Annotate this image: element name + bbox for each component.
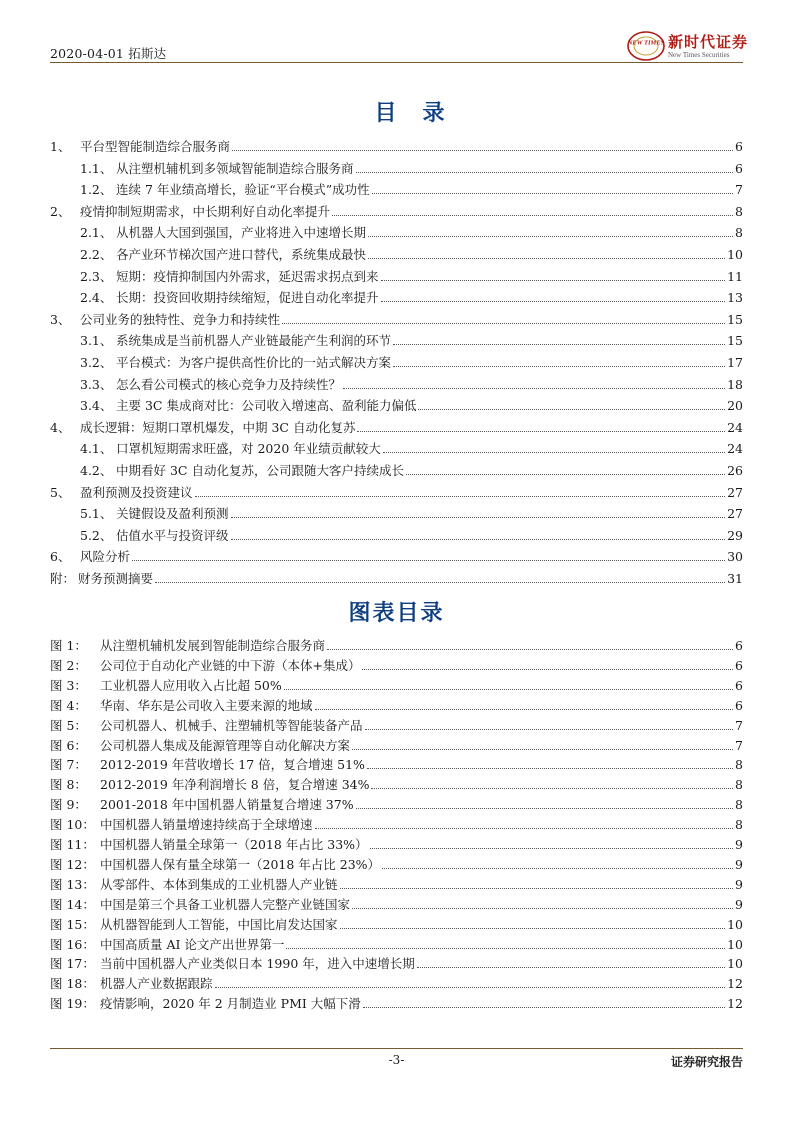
entry-title: 系统集成是当前机器人产业链最能产生利润的环节 bbox=[116, 333, 392, 349]
figure-entry[interactable] bbox=[50, 950, 743, 971]
figure-entry[interactable] bbox=[50, 751, 743, 772]
entry-page: 9 bbox=[735, 837, 743, 852]
entry-page: 7 bbox=[735, 737, 743, 753]
dot-leader bbox=[368, 236, 733, 237]
toc-entry[interactable] bbox=[50, 306, 743, 327]
toc-entry[interactable] bbox=[80, 155, 743, 176]
entry-title: 机器人产业数据跟踪 bbox=[100, 976, 213, 992]
entry-page: 6 bbox=[735, 677, 743, 693]
entry-page: 26 bbox=[727, 463, 743, 478]
entry-page: 7 bbox=[735, 717, 743, 733]
toc-entry[interactable] bbox=[80, 435, 743, 456]
dot-leader bbox=[367, 768, 733, 769]
entry-page: 27 bbox=[727, 484, 743, 500]
entry-page: 12 bbox=[727, 996, 743, 1012]
entry-title: 成长逻辑：短期口罩机爆发，中期 3C 自动化复苏 bbox=[80, 419, 356, 435]
dot-leader bbox=[393, 344, 725, 345]
entry-number: 图 10： bbox=[50, 817, 95, 833]
entry-page: 11 bbox=[727, 268, 743, 284]
figure-entry[interactable] bbox=[50, 632, 743, 653]
new-times-logo-icon bbox=[626, 30, 666, 62]
entry-number: 图 17： bbox=[50, 956, 95, 972]
entry-title: 短期：疫情抑制国内外需求，延迟需求拐点到来 bbox=[116, 268, 379, 284]
toc-entry[interactable] bbox=[80, 392, 743, 413]
entry-title: 公司机器人集成及能源管理等自动化解决方案 bbox=[100, 737, 351, 753]
dot-leader bbox=[352, 749, 733, 750]
entry-title: 公司位于自动化产业链的中下游（本体+集成） bbox=[100, 657, 361, 673]
entry-number: 图 11： bbox=[50, 837, 95, 852]
entry-title: 工业机器人应用收入占比超 50% bbox=[100, 677, 282, 693]
toc-entry[interactable] bbox=[80, 241, 743, 262]
entry-number: 图 1： bbox=[50, 638, 87, 653]
entry-number: 2、 bbox=[50, 203, 71, 219]
entry-page: 6 bbox=[735, 160, 743, 176]
toc-entry[interactable] bbox=[80, 327, 743, 348]
toc-entry[interactable] bbox=[80, 263, 743, 284]
dot-leader bbox=[340, 928, 726, 929]
toc-entry[interactable] bbox=[80, 284, 743, 305]
dot-leader bbox=[365, 729, 734, 730]
figure-entry[interactable] bbox=[50, 771, 743, 792]
entry-page: 15 bbox=[727, 333, 743, 349]
entry-title: 中国高质量 AI 论文产出世界第一 bbox=[100, 936, 285, 952]
entry-page: 9 bbox=[735, 876, 743, 892]
toc-entry[interactable] bbox=[80, 219, 743, 240]
entry-number: 2.3、 bbox=[80, 268, 113, 284]
entry-number: 图 6： bbox=[50, 737, 87, 753]
entry-number: 图 12： bbox=[50, 856, 95, 872]
dot-leader bbox=[381, 280, 726, 281]
entry-title: 平台型智能制造综合服务商 bbox=[80, 139, 231, 154]
entry-page: 9 bbox=[735, 856, 743, 872]
entry-number: 图 19： bbox=[50, 996, 95, 1012]
entry-number: 图 9： bbox=[50, 797, 87, 813]
entry-title: 疫情抑制短期需求，中长期利好自动化率提升 bbox=[80, 203, 331, 219]
entry-title: 长期：投资回收期持续缩短，促进自动化率提升 bbox=[116, 290, 379, 306]
entry-title: 公司机器人、机械手、注塑辅机等智能装备产品 bbox=[100, 717, 363, 733]
entry-number: 图 18： bbox=[50, 976, 95, 992]
dot-leader bbox=[417, 967, 725, 968]
entry-title: 从零部件、本体到集成的工业机器人产业链 bbox=[100, 876, 338, 892]
dot-leader bbox=[352, 908, 733, 909]
dot-leader bbox=[372, 193, 733, 194]
dot-leader bbox=[362, 669, 733, 670]
dot-leader bbox=[132, 560, 725, 561]
entry-page: 13 bbox=[727, 290, 743, 306]
entry-title: 怎么看公司模式的核心竞争力及持续性？ bbox=[116, 376, 342, 392]
entry-page: 30 bbox=[727, 549, 743, 565]
entry-page: 24 bbox=[727, 441, 743, 457]
entry-page: 10 bbox=[727, 936, 743, 952]
entry-title: 中国机器人保有量全球第一（2018 年占比 23%） bbox=[100, 856, 381, 872]
dot-leader bbox=[286, 948, 725, 949]
toc-entry[interactable] bbox=[50, 414, 743, 435]
entry-page: 8 bbox=[735, 225, 743, 241]
dot-leader bbox=[368, 258, 725, 259]
entry-page: 29 bbox=[727, 527, 743, 543]
entry-page: 15 bbox=[727, 311, 743, 327]
entry-number: 3.2、 bbox=[80, 355, 113, 370]
entry-page: 31 bbox=[727, 571, 743, 586]
dot-leader bbox=[231, 539, 726, 540]
entry-title: 中国机器人销量全球第一（2018 年占比 33%） bbox=[100, 837, 368, 852]
entry-title: 连续 7 年业绩高增长，验证“平台模式”成功性 bbox=[116, 182, 370, 198]
entry-title: 财务预测摘要 bbox=[78, 571, 154, 586]
entry-number: 2.4、 bbox=[80, 290, 113, 306]
entry-title: 中国机器人销量增速持续高于全球增速 bbox=[100, 817, 313, 833]
entry-number: 2.1、 bbox=[80, 225, 113, 241]
toc-entry[interactable] bbox=[50, 543, 743, 564]
entry-page: 8 bbox=[735, 777, 743, 793]
figure-entry[interactable] bbox=[50, 970, 743, 991]
entry-page: 8 bbox=[735, 203, 743, 219]
figure-list-title: 图表目录 bbox=[348, 601, 445, 626]
entry-page: 6 bbox=[735, 638, 743, 653]
toc-title: 目录 bbox=[374, 101, 471, 126]
figure-entry[interactable] bbox=[50, 831, 743, 852]
figure-entry[interactable] bbox=[50, 871, 743, 892]
entry-title: 2012-2019 年净利润增长 8 倍，复合增速 34% bbox=[100, 777, 370, 793]
entry-page: 7 bbox=[735, 182, 743, 198]
entry-number: 图 2： bbox=[50, 657, 87, 673]
entry-page: 6 bbox=[735, 139, 743, 154]
figure-entry[interactable] bbox=[50, 791, 743, 812]
brand-name-cn: 新时代证券 bbox=[668, 33, 749, 51]
entry-number: 图 14： bbox=[50, 896, 95, 912]
figure-entry[interactable] bbox=[50, 712, 743, 733]
entry-page: 24 bbox=[727, 419, 743, 435]
figure-entry[interactable] bbox=[50, 652, 743, 673]
entry-title: 中期看好 3C 自动化复苏，公司跟随大客户持续成长 bbox=[116, 463, 404, 478]
dot-leader bbox=[370, 848, 734, 849]
entry-number: 3.1、 bbox=[80, 333, 113, 349]
entry-title: 华南、华东是公司收入主要来源的地域 bbox=[100, 697, 313, 713]
entry-title: 盈利预测及投资建议 bbox=[80, 484, 193, 500]
toc-entry[interactable] bbox=[80, 500, 743, 521]
entry-number: 附： bbox=[50, 571, 76, 586]
entry-page: 8 bbox=[735, 757, 743, 773]
dot-leader bbox=[282, 323, 725, 324]
entry-title: 主要 3C 集成商对比：公司收入增速高、盈利能力偏低 bbox=[116, 398, 417, 414]
entry-number: 4、 bbox=[50, 419, 71, 435]
figure-entry[interactable] bbox=[50, 811, 743, 832]
dot-leader bbox=[284, 689, 733, 690]
entry-title: 口罩机短期需求旺盛，对 2020 年业绩贡献较大 bbox=[116, 441, 381, 457]
entry-title: 各产业环节梯次国产进口替代，系统集成最快 bbox=[116, 247, 367, 262]
entry-page: 8 bbox=[735, 817, 743, 833]
header-date-company: 2020-04-01 拓斯达 bbox=[50, 46, 167, 61]
dot-leader bbox=[356, 808, 733, 809]
toc-entry[interactable] bbox=[50, 133, 743, 154]
dot-leader bbox=[232, 150, 733, 151]
entry-number: 3.3、 bbox=[80, 376, 113, 392]
dot-leader bbox=[356, 172, 734, 173]
toc-entry[interactable] bbox=[50, 198, 743, 219]
entry-page: 12 bbox=[727, 976, 743, 992]
entry-page: 10 bbox=[727, 916, 743, 932]
entry-title: 2012-2019 年营收增长 17 倍，复合增速 51% bbox=[100, 757, 365, 773]
entry-page: 20 bbox=[727, 398, 743, 414]
entry-number: 图 4： bbox=[50, 697, 87, 713]
dot-leader bbox=[343, 388, 725, 389]
entry-title: 从注塑机辅机到多领域智能制造综合服务商 bbox=[116, 160, 354, 176]
entry-title: 公司业务的独特性、竞争力和持续性 bbox=[80, 311, 281, 327]
dot-leader bbox=[231, 517, 726, 518]
entry-number: 4.2、 bbox=[80, 463, 113, 478]
dot-leader bbox=[382, 868, 733, 869]
dot-leader bbox=[383, 452, 725, 453]
entry-page: 6 bbox=[735, 697, 743, 713]
entry-title: 风险分析 bbox=[80, 549, 131, 565]
entry-number: 3.4、 bbox=[80, 398, 113, 414]
entry-title: 从机器智能到人工智能，中国比肩发达国家 bbox=[100, 916, 338, 932]
entry-number: 6、 bbox=[50, 549, 71, 565]
figure-entry[interactable] bbox=[50, 931, 743, 952]
entry-number: 图 13： bbox=[50, 876, 95, 892]
dot-leader bbox=[357, 431, 725, 432]
entry-title: 中国是第三个具备工业机器人完整产业链国家 bbox=[100, 896, 351, 912]
entry-page: 17 bbox=[727, 355, 743, 370]
footer-rule bbox=[50, 1048, 743, 1049]
report-type-label: 证券研究报告 bbox=[670, 1055, 743, 1069]
dot-leader bbox=[315, 828, 734, 829]
entry-number: 5.1、 bbox=[80, 506, 113, 522]
dot-leader bbox=[315, 709, 734, 710]
toc-entry[interactable] bbox=[50, 565, 743, 586]
entry-title: 2001-2018 年中国机器人销量复合增速 37% bbox=[100, 797, 354, 813]
entry-number: 图 7： bbox=[50, 757, 87, 773]
entry-title: 疫情影响，2020 年 2 月制造业 PMI 大幅下滑 bbox=[100, 996, 361, 1012]
entry-page: 9 bbox=[735, 896, 743, 912]
figure-entry[interactable] bbox=[50, 851, 743, 872]
entry-number: 1.1、 bbox=[80, 160, 113, 176]
dot-leader bbox=[418, 409, 725, 410]
entry-number: 1、 bbox=[50, 139, 71, 154]
entry-title: 从注塑机辅机发展到智能制造综合服务商 bbox=[100, 638, 326, 653]
figure-entry[interactable] bbox=[50, 911, 743, 932]
entry-page: 10 bbox=[727, 247, 743, 262]
dot-leader bbox=[371, 788, 733, 789]
toc-entry[interactable] bbox=[80, 349, 743, 370]
dot-leader bbox=[327, 649, 733, 650]
dot-leader bbox=[363, 1007, 725, 1008]
dot-leader bbox=[215, 987, 726, 988]
entry-page: 18 bbox=[727, 376, 743, 392]
dot-leader bbox=[332, 215, 733, 216]
figure-entry[interactable] bbox=[50, 672, 743, 693]
figure-entry[interactable] bbox=[50, 692, 743, 713]
header-rule bbox=[50, 62, 743, 63]
figure-entry[interactable] bbox=[50, 732, 743, 753]
dot-leader bbox=[393, 366, 725, 367]
logo-emblem-text: NEW TIMES bbox=[627, 39, 665, 47]
page-number: -3- bbox=[388, 1053, 405, 1067]
entry-title: 平台模式：为客户提供高性价比的一站式解决方案 bbox=[116, 355, 392, 370]
entry-title: 当前中国机器人产业类似日本 1990 年，进入中速增长期 bbox=[100, 956, 415, 972]
brand-logo bbox=[626, 30, 749, 62]
dot-leader bbox=[340, 888, 734, 889]
entry-number: 图 16： bbox=[50, 936, 95, 952]
entry-page: 6 bbox=[735, 657, 743, 673]
entry-page: 10 bbox=[727, 956, 743, 972]
toc-entry[interactable] bbox=[80, 522, 743, 543]
figure-entry[interactable] bbox=[50, 990, 743, 1011]
dot-leader bbox=[195, 496, 726, 497]
dot-leader bbox=[406, 474, 725, 475]
entry-number: 5.2、 bbox=[80, 527, 113, 543]
entry-page: 27 bbox=[727, 506, 743, 522]
brand-name-en: New Times Securities bbox=[668, 51, 730, 59]
entry-title: 估值水平与投资评级 bbox=[116, 527, 229, 543]
entry-page: 8 bbox=[735, 797, 743, 813]
entry-number: 图 15： bbox=[50, 916, 95, 932]
dot-leader bbox=[381, 301, 726, 302]
entry-title: 从机器人大国到强国，产业将进入中速增长期 bbox=[116, 225, 367, 241]
entry-number: 图 3： bbox=[50, 677, 87, 693]
entry-number: 3、 bbox=[50, 311, 71, 327]
toc-entry[interactable] bbox=[80, 176, 743, 197]
toc-entry[interactable] bbox=[50, 479, 743, 500]
entry-number: 图 8： bbox=[50, 777, 87, 793]
dot-leader bbox=[155, 582, 725, 583]
entry-number: 2.2、 bbox=[80, 247, 113, 262]
toc-entry[interactable] bbox=[80, 371, 743, 392]
figure-entry[interactable] bbox=[50, 891, 743, 912]
entry-number: 5、 bbox=[50, 484, 71, 500]
entry-number: 4.1、 bbox=[80, 441, 113, 457]
toc-entry[interactable] bbox=[80, 457, 743, 478]
entry-number: 图 5： bbox=[50, 717, 87, 733]
entry-number: 1.2、 bbox=[80, 182, 113, 198]
entry-title: 关键假设及盈利预测 bbox=[116, 506, 229, 522]
